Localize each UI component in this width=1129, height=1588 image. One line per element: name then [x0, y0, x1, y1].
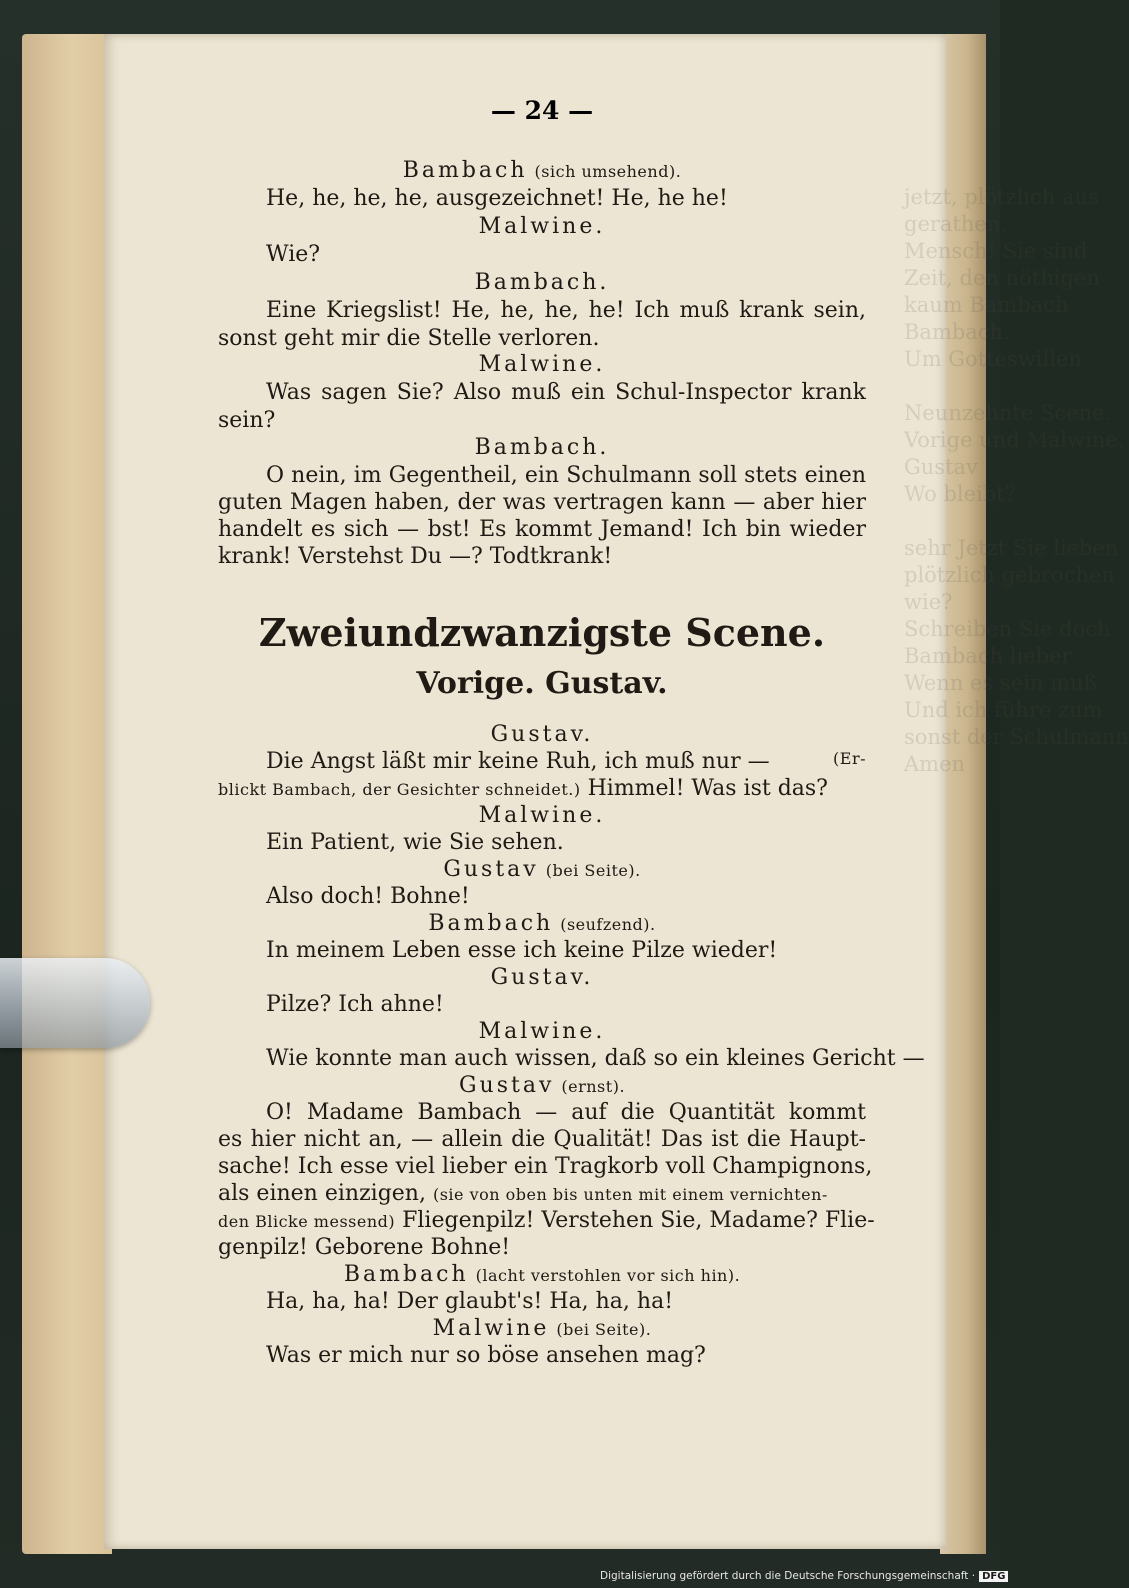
dialogue-line: es hier nicht an, — allein die Qualität! Das ist die Haupt-	[218, 1127, 866, 1152]
book-edge-left	[22, 34, 112, 1554]
page-number: — 24 —	[490, 96, 594, 125]
dialogue-line	[218, 1181, 866, 1206]
speaker-heading	[218, 158, 866, 183]
stage-direction: (bei Seite).	[545, 861, 641, 880]
dialogue-line: O! Madame Bambach — auf die Quantität kommt	[266, 1100, 866, 1125]
bleed-through-text: jetzt, plötzlich aus gerathen. Mensch! Sie sind Zeit, den nöthigen kaum Bambach Bambach. Um Gotteswillen Neunzehnte Scene. Vorige und Malwine. Gustav Wo bleibt? sehr Jetzt Sie lieben plötzlich gebrochen wie? Schreiben Sie doch Bambach lieber Wenn es sein muß Und ich führe zum sonst der Schulmann Amen	[904, 185, 1129, 776]
dialogue-line: sonst geht mir die Stelle verloren.	[218, 326, 600, 351]
dialogue-line: Wie?	[266, 242, 321, 267]
speaker-heading: Malwine.	[478, 352, 606, 377]
dialogue-line: In meinem Leben esse ich keine Pilze wieder!	[266, 938, 778, 963]
speaker-heading: Gustav.	[490, 965, 594, 990]
dialogue-text: Himmel! Was ist das?	[587, 776, 828, 801]
speaker-heading: Gustav.	[490, 722, 594, 747]
speaker-name: Gustav	[458, 1073, 555, 1098]
dialogue-line: Ha, ha, ha! Der glaubt's! Ha, ha, ha!	[266, 1289, 674, 1314]
dialogue-line: Was sagen Sie? Also muß ein Schul-Inspector krank	[266, 380, 866, 405]
speaker-heading	[218, 857, 866, 882]
dialogue-text: Fliegenpilz! Verstehen Sie, Madame? Flie-	[402, 1208, 875, 1233]
dialogue-line: guten Magen haben, der was vertragen kann — aber hier	[218, 490, 866, 515]
dialogue-line: Eine Kriegslist! He, he, he, he! Ich muß krank sein,	[266, 298, 866, 323]
dialogue-line: Ein Patient, wie Sie sehen.	[266, 830, 564, 855]
speaker-heading	[218, 1316, 866, 1341]
scene-title: Zweiundzwanzigste Scene.	[258, 610, 826, 655]
dialogue-line	[218, 776, 866, 801]
scene-characters: Vorige. Gustav.	[416, 666, 668, 701]
stage-direction: den Blicke messend)	[218, 1212, 396, 1231]
dialogue-line: Was er mich nur so böse ansehen mag?	[266, 1343, 706, 1368]
page-holder-clip	[0, 958, 150, 1048]
dialogue-line: Pilze? Ich ahne!	[266, 992, 444, 1017]
stage-direction: (sich umsehend).	[534, 162, 682, 181]
speaker-name: Bambach	[343, 1262, 469, 1287]
speaker-name: Gustav	[443, 857, 539, 882]
speaker-name: Malwine	[432, 1316, 550, 1341]
speaker-heading	[218, 1262, 866, 1287]
stage-direction: (sie von oben bis unten mit einem vernichten-	[432, 1185, 828, 1204]
credit-text: Digitalisierung gefördert durch die Deutsche Forschungsgemeinschaft	[600, 1570, 969, 1582]
dialogue-line: genpilz! Geborene Bohne!	[218, 1235, 511, 1260]
dialogue-line: O nein, im Gegentheil, ein Schulmann soll stets einen	[266, 463, 866, 488]
dialogue-line	[218, 1208, 875, 1233]
dialogue-line: krank! Verstehst Du —? Todtkrank!	[218, 544, 613, 569]
dialogue-text: Die Angst läßt mir keine Ruh, ich muß nur —	[266, 749, 770, 774]
dialogue-line: Wie konnte man auch wissen, daß so ein kleines Gericht —	[266, 1046, 925, 1071]
dfg-logo: DFG	[979, 1571, 1008, 1582]
dialogue-line: Also doch! Bohne!	[266, 884, 470, 909]
dialogue-line	[218, 749, 866, 774]
dialogue-line: sein?	[218, 408, 276, 433]
speaker-heading	[218, 911, 866, 936]
speaker-name: Bambach	[428, 911, 554, 936]
dialogue-line: sache! Ich esse viel lieber ein Tragkorb voll Champignons,	[218, 1154, 873, 1179]
speaker-name: Bambach	[402, 158, 528, 183]
dialogue-text: als einen einzigen,	[218, 1181, 426, 1206]
speaker-heading: Malwine.	[478, 214, 606, 239]
stage-direction: (Er-	[833, 749, 866, 768]
stage-direction: blickt Bambach, der Gesichter schneidet.)	[218, 780, 581, 799]
speaker-heading: Malwine.	[478, 803, 606, 828]
dialogue-line: He, he, he, he, ausgezeichnet! He, he he!	[266, 186, 728, 211]
stage-direction: (lacht verstohlen vor sich hin).	[475, 1266, 741, 1285]
digitization-credit: Digitalisierung gefördert durch die Deutsche Forschungsgemeinschaft · DFG	[600, 1570, 1008, 1582]
stage-direction: (bei Seite).	[556, 1320, 652, 1339]
speaker-heading	[218, 1073, 866, 1098]
speaker-heading: Malwine.	[478, 1019, 606, 1044]
stage-direction: (ernst).	[561, 1077, 626, 1096]
speaker-heading: Bambach.	[474, 435, 610, 460]
stage-direction: (seufzend).	[560, 915, 656, 934]
speaker-heading: Bambach.	[474, 270, 610, 295]
dialogue-line: handelt es sich — bst! Es kommt Jemand! Ich bin wieder	[218, 517, 866, 542]
